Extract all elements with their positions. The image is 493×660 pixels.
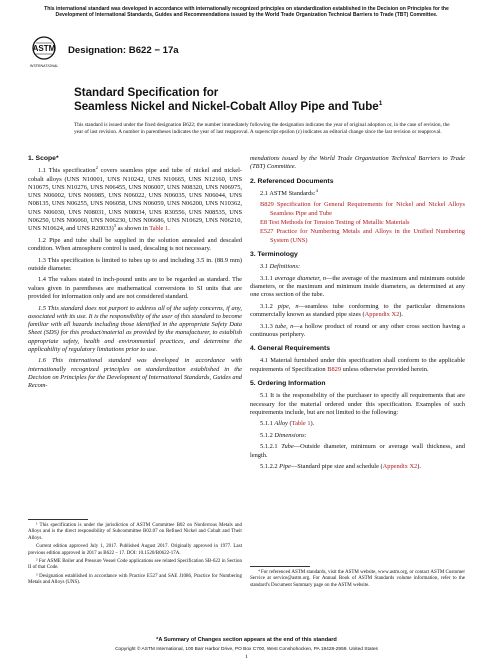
- ordering-5-1-1: 5.1.1 Alloy (Table 1).: [260, 420, 315, 428]
- issue-note: This standard is issued under the fixed designation B622; the number immediately following the designation indicates the year of original adoption or, in the case of revision, the year of last revision. A number in parentheses indicates the year of last reapproval. A superscript epsilon (ε) indicates an editorial change since the last revision or reapproval.: [74, 122, 450, 135]
- ref-e8-link[interactable]: E8: [260, 218, 268, 226]
- astm-logo-icon: [28, 34, 60, 70]
- table-1-link[interactable]: Table 1: [149, 225, 169, 233]
- footnote-1b: Current edition approved July 1, 2017. Published August 2017. Originally approved in 1977. Last previous edition approved in 2017 as B622 – 17. DOI: 10.1520/B0622-17A.: [28, 544, 242, 556]
- term-3-1-2: 3.1.2 pipe, n—seamless tube conforming to the particular dimensions commercially known as standard pipe sizes (Appendix X2).: [250, 302, 465, 319]
- term-3-1-3: 3.1.3 tube, n—a hollow product of round or any other cross section having a continuous periphery.: [250, 322, 465, 338]
- copyright-line: Copyright © ASTM International, 100 Barr Harbor Drive, PO Box C700, West Conshohocken, PA 19428-2959. United States: [115, 647, 378, 652]
- ordering-5-1: 5.1 It is the responsibility of the purchaser to specify all requirements that are necessary for the material ordered under this specification. Examples of such requirements include, but are not limited to the following:: [250, 392, 465, 416]
- footnote-3: ³ Designation established in accordance with Practice E527 and SAE J1086, Practice for Numbering Metals and Alloys (UNS).: [28, 573, 242, 586]
- footnote-1: ¹ This specification is under the jurisdiction of ASTM Committee B02 on Nonferrous Metals and Alloys and is the direct responsibility of Subcommittee B02.07 on Refined Nickel and Cobalt and Their Alloys.: [28, 523, 242, 541]
- title-line-2: Seamless Nickel and Nickel-Cobalt Alloy Pipe and Tube: [74, 100, 379, 113]
- ordering-5-1-2-1: 5.1.2.1 Tube—Outside diameter, minimum or average wall thickness, and length.: [250, 443, 465, 459]
- terminology-heading: 3. Terminology: [250, 250, 298, 258]
- table-1-link-2[interactable]: Table 1: [291, 420, 311, 428]
- scope-1-4: 1.4 The values stated in inch-pound units are to be regarded as standard. The values given in parentheses are mathematical conversions to SI units that are provided for information only and are not considered standard.: [28, 276, 242, 301]
- b829-link[interactable]: B829: [327, 365, 342, 373]
- referenced-heading: 2. Referenced Documents: [250, 177, 334, 185]
- ref-b829: B829 Specification for General Requirements for Nickel and Nickel Alloys Seamless Pipe and Tube: [260, 201, 465, 217]
- footnotes-left: [28, 523, 242, 589]
- footnote-divider-left: [28, 519, 88, 520]
- scope-1-2: 1.2 Pipe and tube shall be supplied in the solution annealed and descaled condition. When atmosphere control is used, descaling is not necessary.: [28, 236, 242, 253]
- footnote-2: ² For ASME Boiler and Pressure Vessel Code applications see related Specification SB-622 in Section II of that Code.: [28, 559, 242, 571]
- ref-e8: E8 Test Methods for Tension Testing of Metallic Materials: [260, 218, 410, 226]
- general-heading: 4. General Requirements: [250, 345, 331, 353]
- standard-title: [74, 86, 454, 114]
- title-footnote-ref[interactable]: 1: [378, 100, 383, 108]
- appendix-x2-link-2[interactable]: Appendix X2: [382, 463, 418, 471]
- footnote-4: ⁴ For referenced ASTM standards, visit the ASTM website, www.astm.org, or contact ASTM Customer Service at service@astm.org. For Annual Book of ASTM Standards volume information, refer to the standard's Document Summary page on the ASTM website.: [250, 570, 465, 588]
- term-3-1: 3.1 Definitions:: [260, 263, 301, 271]
- scope-1-1: 1.1 This specification$^2$ covers seamless pipe and tube of nickel and nickel-cobalt alloys (UNS N10001, UNS N10242, UNS N10665, UNS N12160, UNS N10675, UNS N10276, UNS N06455, UNS N06007, UNS N08320, UNS N06975, UNS N06002, UNS N06985, UNS N06022, UNS N06035, UNS N06044, UNS N08135, UNS N06255, UNS N06058, UNS N06059, UNS N06200, UNS N10362, UNS N06030, UNS N08031, UNS N08034, UNS R30556, UNS N08535, UNS N06250, UNS N06060, UNS N06230, UNS N06686, UNS N10629, UNS N06210, UNS N10624, and UNS R20033)$^3$ as shown in Table 1.: [28, 165, 242, 233]
- footnotes-right: [250, 570, 465, 591]
- designation: Designation: B622 − 17a: [68, 45, 179, 56]
- page-number: 1: [245, 654, 248, 660]
- ref-e527: E527 Practice for Numbering Metals and Alloys in the Unified Numbering System (UNS): [260, 228, 465, 244]
- term-3-1-1: 3.1.1 average diameter, n—the average of the maximum and minimum outside diameters, or the maximum and minimum inside diameters, as determined at any one cross section of the tube.: [250, 274, 465, 299]
- right-column: [250, 155, 465, 475]
- scope-1-6: 1.6 This international standard was developed in accordance with internationally recognized principles on standardization established in the Decision on Principles for the Development of International Standards, Guides and Recom-: [28, 357, 242, 390]
- svg-text:INTERNATIONAL: INTERNATIONAL: [29, 64, 59, 68]
- astm-standards-sub: 2.1 ASTM Standards:$^4$: [260, 187, 318, 197]
- ordering-heading: 5. Ordering Information: [250, 379, 326, 387]
- ordering-5-1-2-2: 5.1.2.2 Pipe—Standard pipe size and schedule (Appendix X2).: [260, 463, 421, 471]
- scope-1-5: 1.5 This standard does not purport to address all of the safety concerns, if any, associated with its use. It is the responsibility of the user of this standard to become familiar with all hazards including those identified in the appropriate Safety Data Sheet (SDS) for this product/material as provided by the manufacturer, to establish appropriate safety, health and environmental practices, and determine the applicability of regulatory limitations prior to use.: [28, 304, 242, 353]
- footnote-divider-right: [250, 566, 310, 567]
- ref-b829-link[interactable]: B829: [260, 201, 274, 209]
- scope-1-3: 1.3 This specification is limited to tubes up to and including 3.5 in. (88.9 mm) outside diameter.: [28, 256, 242, 272]
- scope-1-6-cont: mendations issued by the World Trade Organization Technical Barriers to Trade (TBT) Committee.: [250, 155, 465, 171]
- appendix-x2-link[interactable]: Appendix X2: [364, 311, 400, 319]
- scope-heading: 1. Scope*: [28, 155, 59, 162]
- tbt-notice: This international standard was developed in accordance with internationally recognized principles on standardization established in the Decision on Principles for the Development of International Standards, Guides and Recommendations issued by the World Trade Organization Technical Barriers to Trade (TBT) Committee.: [44, 6, 449, 19]
- general-4-1: 4.1 Material furnished under this specification shall conform to the applicable requirements of Specification B829 unless otherwise provided herein.: [250, 357, 465, 373]
- ref-e527-link[interactable]: E527: [260, 228, 274, 236]
- title-line-1: Standard Specification for: [74, 86, 219, 99]
- svg-text:ASTM: ASTM: [32, 44, 56, 53]
- ordering-5-1-2: 5.1.2 Dimensions:: [260, 431, 307, 439]
- left-column: [28, 155, 242, 394]
- summary-of-changes-note: *A Summary of Changes section appears at the end of this standard: [156, 637, 337, 643]
